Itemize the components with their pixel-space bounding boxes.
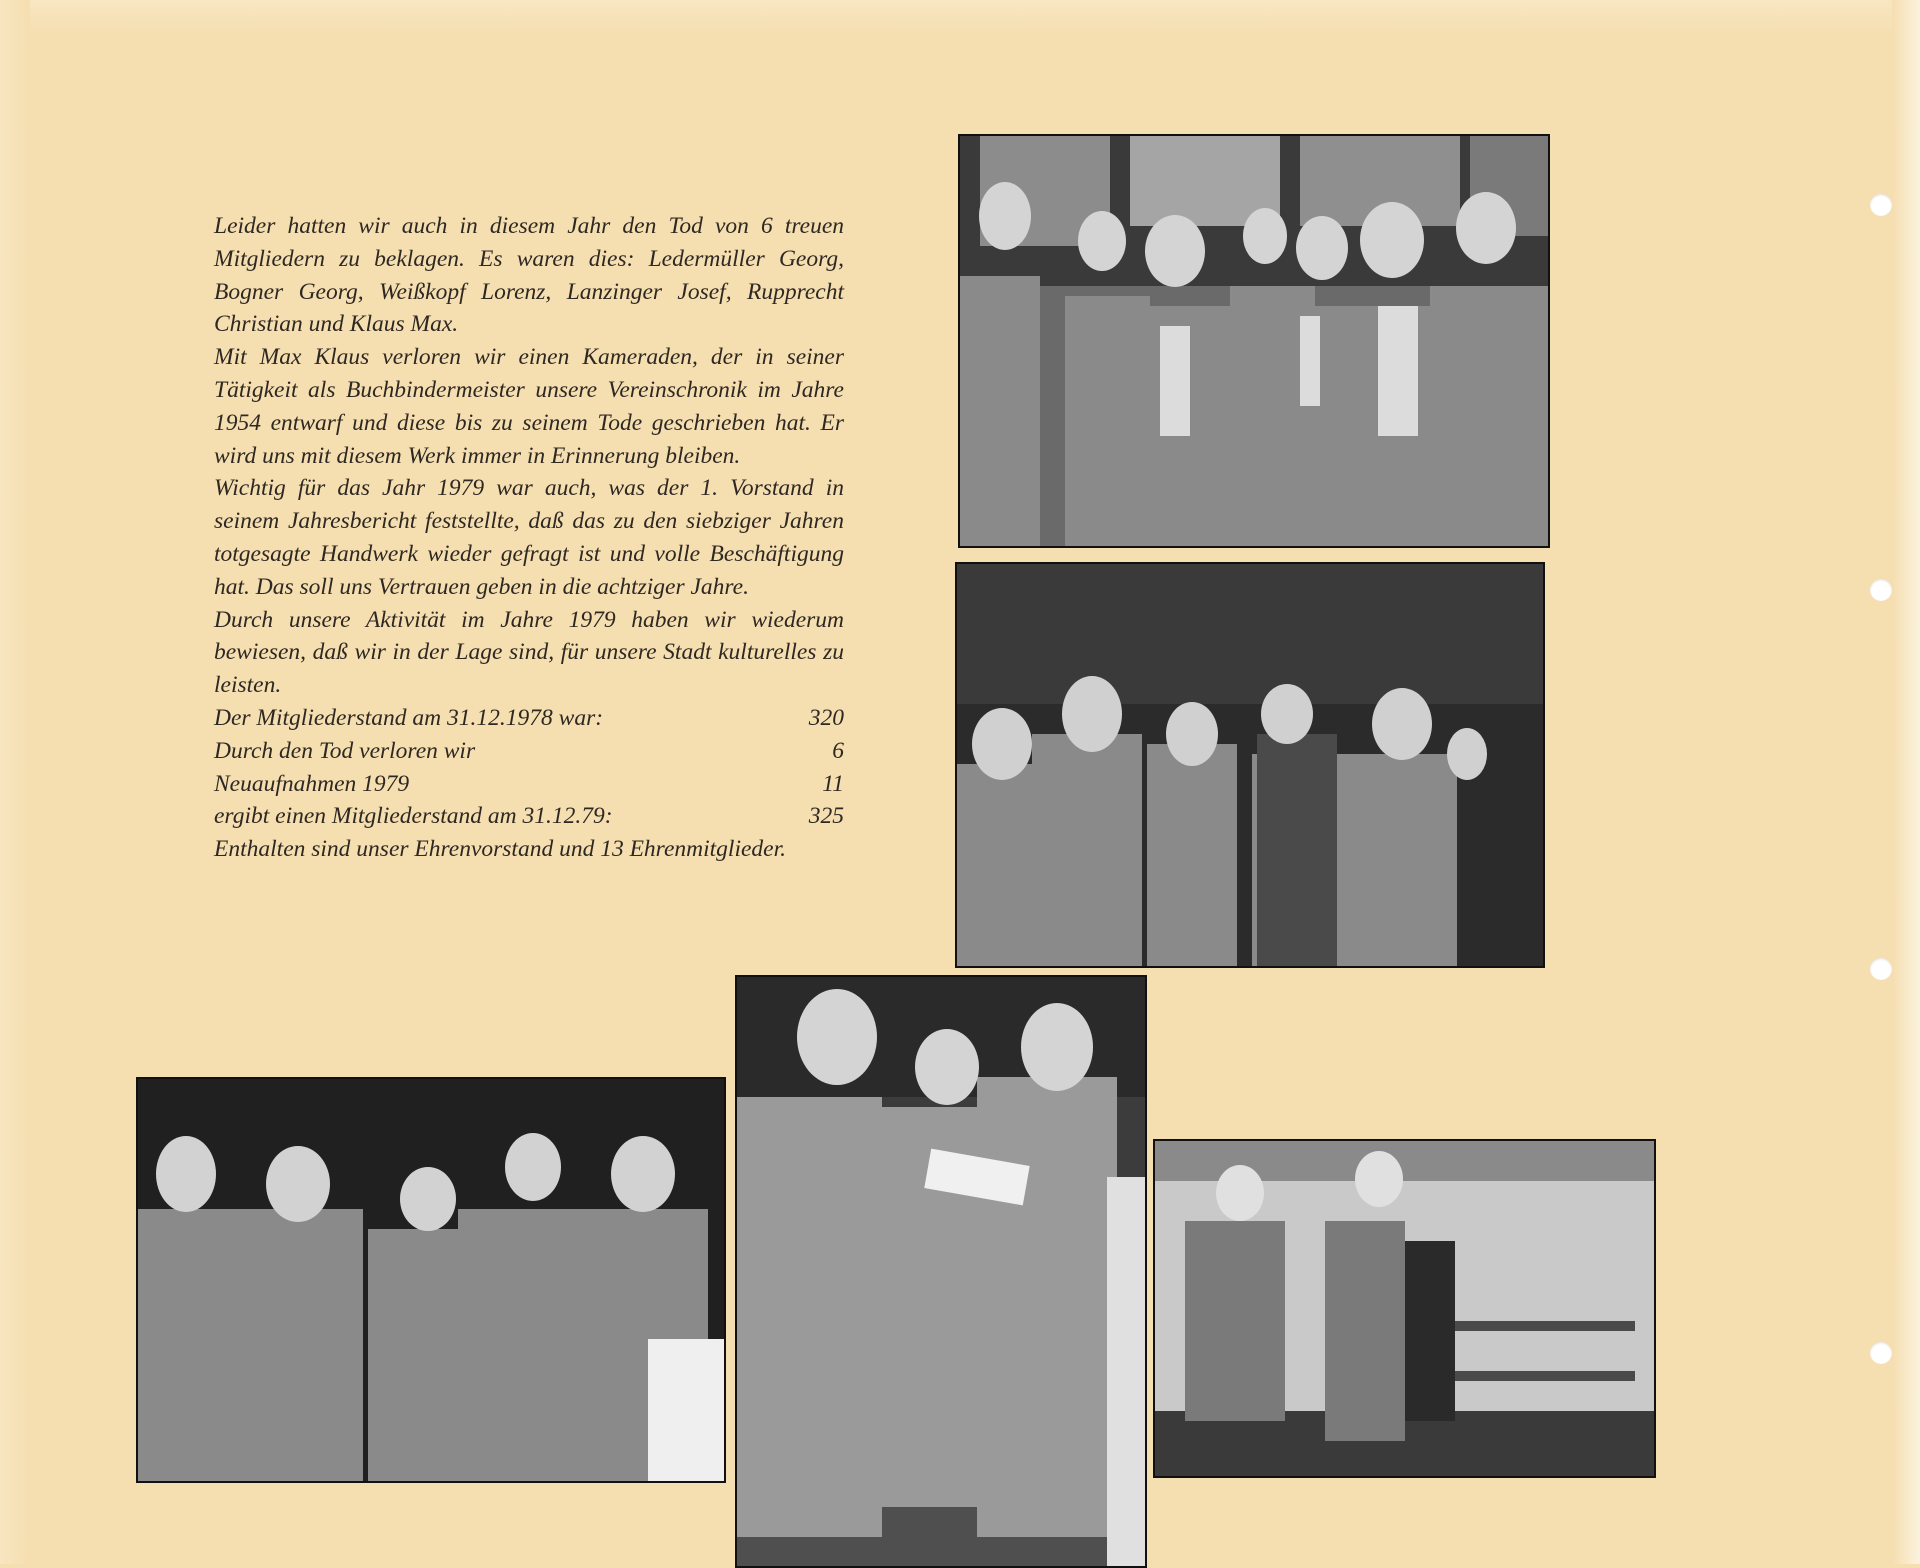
punch-hole bbox=[1870, 958, 1892, 980]
chronicle-text bbox=[214, 210, 844, 866]
photo-group-portrait-image bbox=[960, 136, 1548, 546]
stats-row bbox=[214, 800, 844, 833]
photo-medal-presentation bbox=[955, 562, 1545, 968]
membership-stats bbox=[214, 702, 844, 833]
scan-border-left bbox=[0, 0, 30, 1564]
photo-medal-presentation-image bbox=[957, 564, 1543, 966]
photo-badge-pinning-image bbox=[138, 1079, 724, 1481]
stats-row bbox=[214, 702, 844, 735]
punch-hole bbox=[1870, 579, 1892, 601]
photo-certificate-presentation-image bbox=[737, 977, 1145, 1566]
chronicle-paragraph: Durch unsere Aktivität im Jahre 1979 haben wir wiederum bewiesen, daß wir in der Lage sind, für unsere Stadt kulturelles zu leisten. bbox=[214, 606, 844, 699]
photo-badge-pinning bbox=[136, 1077, 726, 1483]
stats-value: 11 bbox=[822, 770, 844, 797]
photo-group-portrait bbox=[958, 134, 1550, 548]
stats-label: ergibt einen Mitgliederstand am 31.12.79: bbox=[214, 803, 613, 830]
stats-value: 6 bbox=[832, 737, 844, 764]
stats-value: 320 bbox=[808, 704, 844, 731]
chronicle-paragraph: Mit Max Klaus verloren wir einen Kameraden, der in seiner Tätigkeit als Buchbindermeister unsere Vereinschronik im Jahre 1954 entwarf und diese bis zu seinem Tode geschrieben hat. Er wird uns mit diesem Werk immer in Erinnerung bleiben. bbox=[214, 344, 844, 469]
stats-label: Durch den Tod verloren wir bbox=[214, 737, 476, 764]
stats-label: Der Mitgliederstand am 31.12.1978 war: bbox=[214, 704, 604, 731]
stats-label: Neuaufnahmen 1979 bbox=[214, 770, 410, 797]
photo-certificate-presentation bbox=[735, 975, 1147, 1568]
stats-row bbox=[214, 735, 844, 768]
chronicle-paragraph: Wichtig für das Jahr 1979 war auch, was der 1. Vorstand in seinem Jahresbericht feststellte, daß das zu den siebziger Jahren totgesagte Handwerk wieder gefragt ist und volle Beschäftigung hat. Das soll uns Vertrauen geben in die achtziger Jahre. bbox=[214, 475, 844, 600]
chronicle-paragraph: Leider hatten wir auch in diesem Jahr den Tod von 6 treuen Mitgliedern zu beklagen. Es waren dies: Ledermüller Georg, Bogner Georg, Weißkopf Lorenz, Lanzinger Josef, Rupprecht Christian und Klaus Max. bbox=[214, 213, 844, 338]
photo-speech-microphone-image bbox=[1155, 1141, 1654, 1476]
punch-hole bbox=[1870, 1342, 1892, 1364]
chronicle-closing: Enthalten sind unser Ehrenvorstand und 13 Ehrenmitglieder. bbox=[214, 836, 786, 863]
punch-hole bbox=[1870, 194, 1892, 216]
stats-row bbox=[214, 768, 844, 801]
scan-border-top bbox=[0, 0, 1920, 36]
photo-speech-microphone bbox=[1153, 1139, 1656, 1478]
page-edge bbox=[1892, 0, 1920, 1564]
stats-value: 325 bbox=[808, 803, 844, 830]
